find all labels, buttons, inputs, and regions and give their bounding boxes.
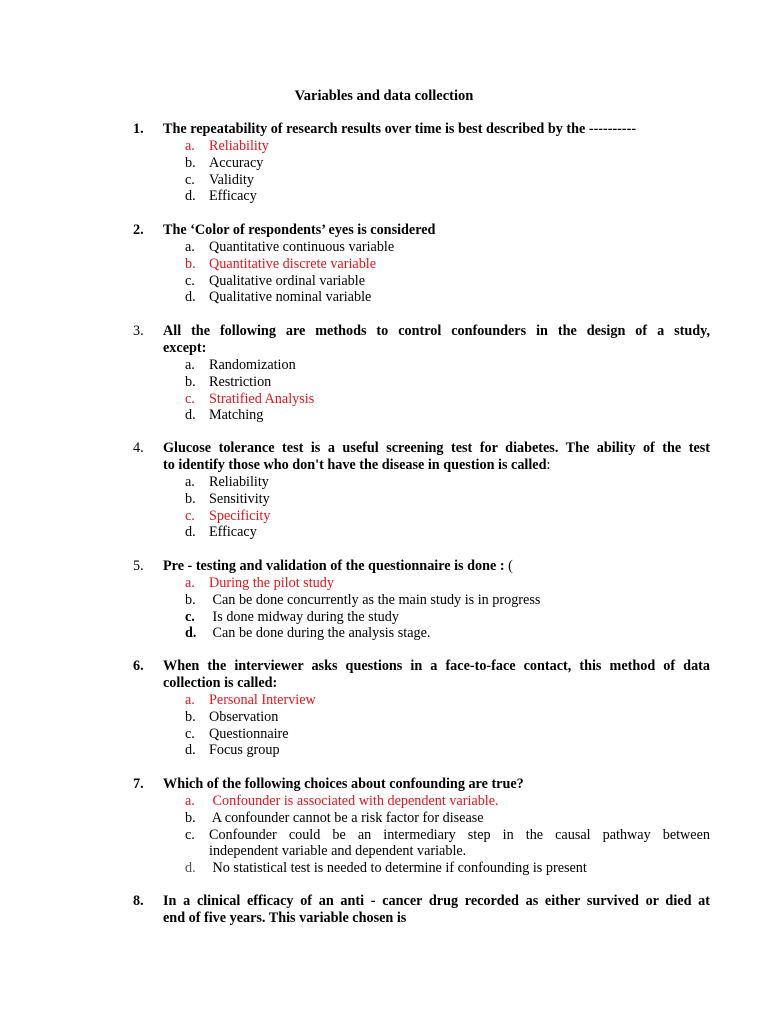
question-text: All the following are methods to control confounders in the design of a study, — [163, 323, 710, 339]
question-text: The repeatability of research results over time is best described by the ---------- — [163, 121, 637, 137]
option-d: d. Focus group — [185, 742, 280, 759]
question-number: 3. — [133, 323, 144, 339]
option-a: a. Quantitative continuous variable — [185, 239, 395, 255]
question-3 — [0, 323, 768, 424]
option-a: a. Reliability — [185, 474, 269, 490]
option-a: a. During the pilot study — [185, 575, 334, 591]
question-8 — [0, 893, 768, 927]
option-c: c. Questionnaire — [185, 725, 289, 742]
option-b: b. Accuracy — [185, 154, 264, 171]
question-text: In a clinical efficacy of an anti - cancer drug recorded as either survived or died at — [163, 893, 710, 909]
question-4 — [0, 440, 768, 541]
option-c-continued: independent variable and dependent variable. — [209, 843, 467, 860]
option-b: b. Observation — [185, 708, 279, 725]
option-d: d. Matching — [185, 407, 264, 424]
option-c: c. Confounder could be an intermediary step in the causal pathway between — [185, 826, 710, 843]
option-a: a. Randomization — [185, 357, 296, 373]
question-text: When the interviewer asks questions in a face-to-face contact, this method of data — [163, 658, 710, 674]
option-b: b. Quantitative discrete variable — [185, 255, 377, 272]
question-text-line2: end of five years. This variable chosen is — [163, 910, 407, 926]
question-number: 6. — [133, 658, 144, 674]
option-b: b. Can be done concurrently as the main study is in progress — [185, 591, 541, 608]
question-text: Pre - testing and validation of the questionnaire is done : ( — [163, 558, 513, 574]
question-text: Glucose tolerance test is a useful screening test for diabetes. The ability of the test — [163, 440, 710, 456]
option-d: d. No statistical test is needed to determine if confounding is present — [185, 860, 587, 877]
option-c: c. Stratified Analysis — [185, 390, 315, 407]
option-d: d. Efficacy — [185, 188, 257, 205]
question-number: 1. — [133, 121, 144, 137]
option-d: d. Qualitative nominal variable — [185, 289, 372, 306]
option-b: b. Restriction — [185, 373, 272, 390]
option-d: d. Efficacy — [185, 524, 257, 541]
question-2 — [0, 222, 768, 306]
option-d: d. Can be done during the analysis stage. — [185, 625, 431, 642]
option-c: c. Qualitative ordinal variable — [185, 272, 366, 289]
question-text-line2: to identify those who don't have the disease in question is called: — [163, 457, 551, 473]
question-5 — [0, 558, 768, 642]
option-c: c. Specificity — [185, 507, 271, 524]
option-a: a. Confounder is associated with dependent variable. — [185, 793, 499, 809]
option-c: c. Is done midway during the study — [185, 608, 399, 625]
question-text-line2: collection is called: — [163, 675, 278, 691]
question-number: 5. — [133, 558, 144, 574]
question-number: 7. — [133, 776, 144, 792]
question-text: The ‘Color of respondents’ eyes is considered — [163, 222, 436, 238]
option-c: c. Validity — [185, 171, 254, 188]
page-title: Variables and data collection — [294, 88, 474, 104]
option-b: b. A confounder cannot be a risk factor for disease — [185, 809, 484, 826]
option-b: b. Sensitivity — [185, 490, 270, 507]
question-number: 4. — [133, 440, 144, 456]
question-number: 8. — [133, 893, 144, 909]
option-a: a. Reliability — [185, 138, 269, 154]
question-text-line2: except: — [163, 340, 207, 356]
question-1 — [0, 121, 768, 205]
question-number: 2. — [133, 222, 144, 238]
option-a: a. Personal Interview — [185, 692, 316, 708]
question-7 — [0, 776, 768, 877]
question-6 — [0, 658, 768, 759]
question-text: Which of the following choices about confounding are true? — [163, 776, 524, 792]
